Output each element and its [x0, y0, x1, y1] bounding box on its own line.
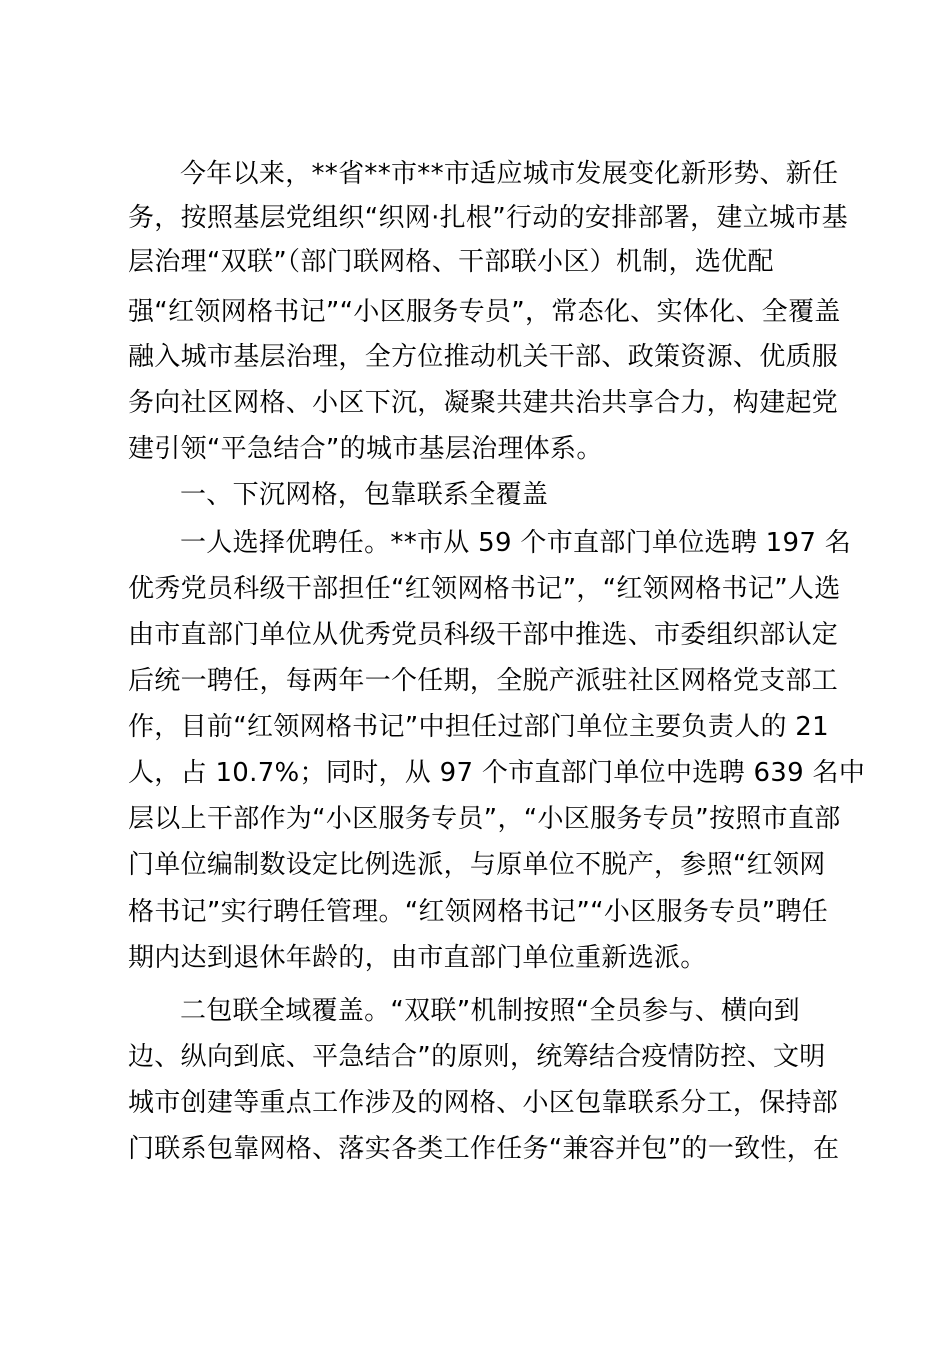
intro-line: 层治理“双联”（部门联网格、干部联小区）机制，选优配: [128, 247, 774, 277]
para1-line: 由市直部门单位从优秀党员科级干部中推选、市委组织部认定: [128, 620, 839, 650]
intro-line: 务，按照基层党组织“织网·扎根”行动的安排部署，建立城市基: [128, 203, 848, 233]
para1-line: 门单位编制数设定比例选派，与原单位不脱产，参照“红领网: [128, 850, 826, 880]
para1-line: 期内达到退休年龄的，由市直部门单位重新选派。: [128, 943, 707, 973]
para1-line: 人，占 10.7%；同时，从 97 个市直部门单位中选聘 639 名中: [128, 758, 866, 788]
para2-line: 二包联全域覆盖。“双联”机制按照“全员参与、横向到: [180, 996, 800, 1026]
intro-line: 建引领“平急结合”的城市基层治理体系。: [128, 434, 603, 464]
intro-line: 今年以来，**省**市**市适应城市发展变化新形势、新任: [180, 159, 839, 189]
para1-line: 格书记”实行聘任管理。“红领网格书记”“小区服务专员”聘任: [128, 897, 829, 927]
intro-line: 强“红领网格书记”“小区服务专员”，常态化、实体化、全覆盖: [128, 297, 841, 327]
para1-line: 层以上干部作为“小区服务专员”，“小区服务专员”按照市直部: [128, 804, 841, 834]
intro-line: 融入城市基层治理，全方位推动机关干部、政策资源、优质服: [128, 342, 839, 372]
para1-line: 优秀党员科级干部担任“红领网格书记”，“红领网格书记”人选: [128, 574, 841, 604]
intro-line: 务向社区网格、小区下沉，凝聚共建共治共享合力，构建起党: [128, 388, 839, 418]
section-heading: 一、下沉网格，包靠联系全覆盖: [180, 480, 549, 510]
para2-line: 城市创建等重点工作涉及的网格、小区包靠联系分工，保持部: [128, 1088, 839, 1118]
para2-line: 边、纵向到底、平急结合”的原则，统筹结合疫情防控、文明: [128, 1042, 826, 1072]
para1-line: 作，目前“红领网格书记”中担任过部门单位主要负责人的 21: [128, 712, 829, 742]
para2-line: 门联系包靠网格、落实各类工作任务“兼容并包”的一致性，在: [128, 1134, 840, 1164]
para1-line: 一人选择优聘任。**市从 59 个市直部门单位选聘 197 名: [180, 528, 852, 558]
para1-line: 后统一聘任，每两年一个任期，全脱产派驻社区网格党支部工: [128, 666, 839, 696]
